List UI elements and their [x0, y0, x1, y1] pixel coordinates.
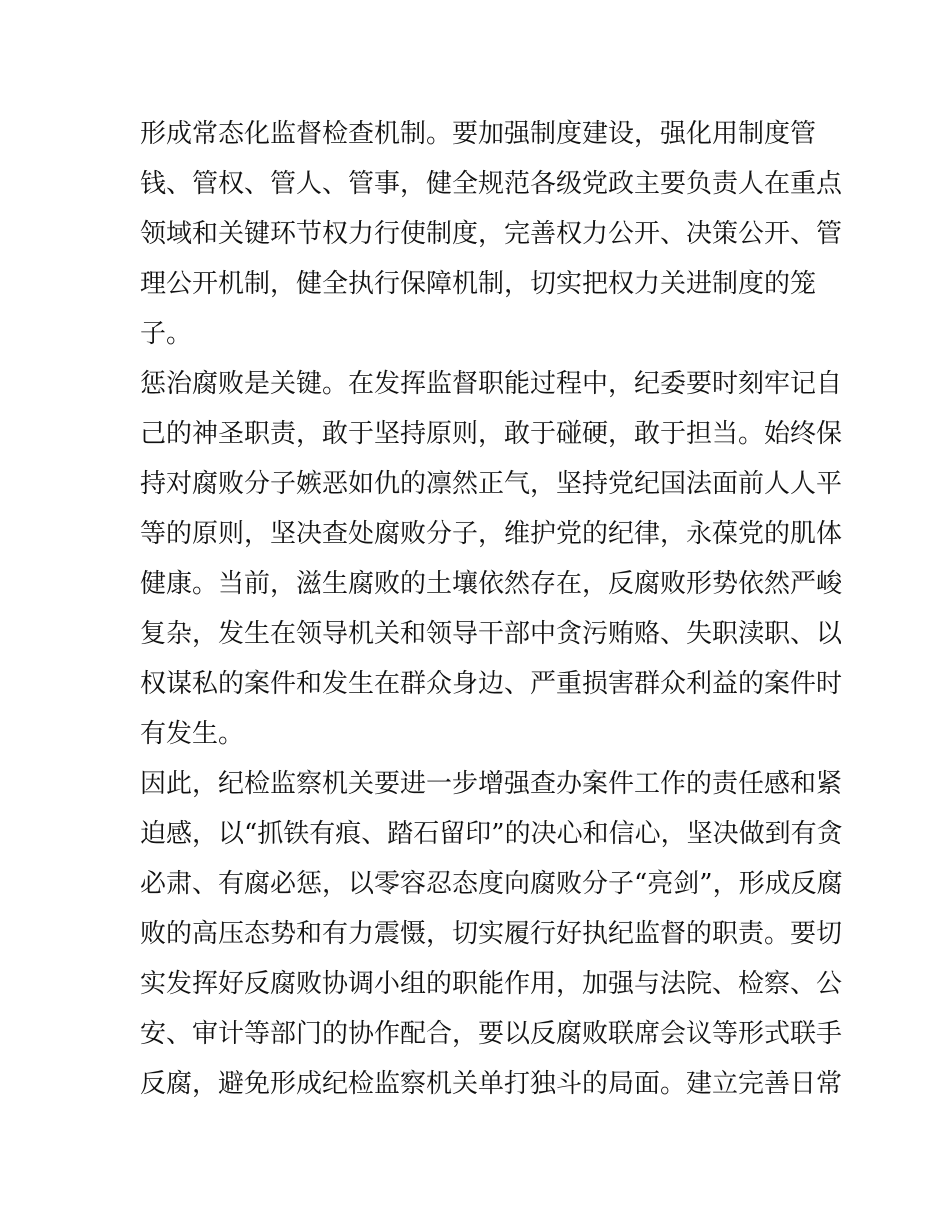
text-line: 复杂，发生在领导机关和领导干部中贪污贿赂、失职渎职、以 — [140, 619, 843, 649]
text-line: 反腐，避免形成纪检监察机关单打独斗的局面。建立完善日常 — [140, 1069, 843, 1099]
text-line: 己的神圣职责，敢于坚持原则，敢于碰硬，敢于担当。始终保 — [140, 419, 843, 449]
text-line: 有发生。 — [140, 719, 245, 749]
text-line: 子。 — [140, 319, 193, 349]
text-line: 形成常态化监督检查机制。要加强制度建设，强化用制度管 — [140, 119, 817, 149]
text-line: 迫感，以“抓铁有痕、踏石留印”的决心和信心，坚决做到有贪 — [140, 819, 843, 849]
text-line: 权谋私的案件和发生在群众身边、严重损害群众利益的案件时 — [140, 669, 843, 699]
text-line: 惩治腐败是关键。在发挥监督职能过程中，纪委要时刻牢记自 — [140, 369, 843, 399]
text-line: 健康。当前，滋生腐败的土壤依然存在，反腐败形势依然严峻 — [140, 569, 843, 599]
document-body — [140, 109, 843, 1109]
paragraph-2 — [140, 359, 843, 759]
paragraph-3 — [140, 759, 843, 1109]
text-line: 领域和关键环节权力行使制度，完善权力公开、决策公开、管 — [140, 219, 843, 249]
text-line: 安、审计等部门的协作配合，要以反腐败联席会议等形式联手 — [140, 1019, 843, 1049]
text-line: 因此，纪检监察机关要进一步增强查办案件工作的责任感和紧 — [140, 769, 843, 799]
text-line: 钱、管权、管人、管事，健全规范各级党政主要负责人在重点 — [140, 169, 843, 199]
paragraph-1 — [140, 109, 843, 359]
text-line: 理公开机制，健全执行保障机制，切实把权力关进制度的笼 — [140, 269, 817, 299]
text-line: 实发挥好反腐败协调小组的职能作用，加强与法院、检察、公 — [140, 969, 843, 999]
text-line: 必肃、有腐必惩，以零容忍态度向腐败分子“亮剑”，形成反腐 — [140, 869, 843, 899]
text-line: 败的高压态势和有力震慑，切实履行好执纪监督的职责。要切 — [140, 919, 843, 949]
text-line: 等的原则，坚决查处腐败分子，维护党的纪律，永葆党的肌体 — [140, 519, 843, 549]
text-line: 持对腐败分子嫉恶如仇的凛然正气，坚持党纪国法面前人人平 — [140, 469, 843, 499]
